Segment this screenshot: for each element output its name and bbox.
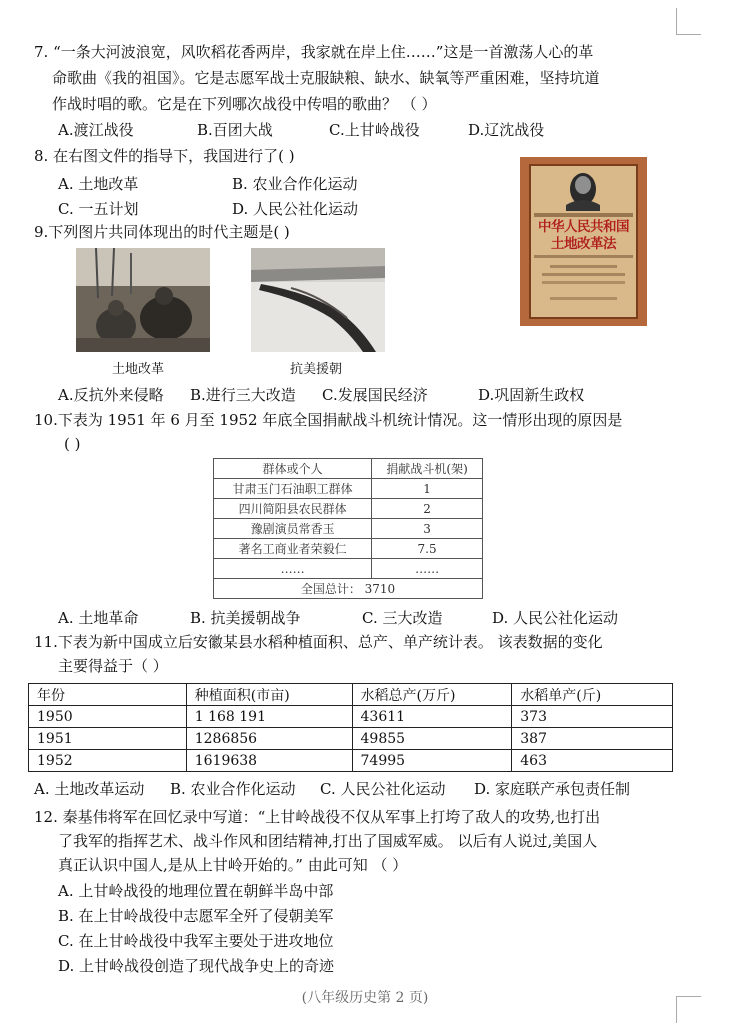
q7-option-b[interactable]: B.百团大战 xyxy=(197,121,273,139)
table-row xyxy=(29,706,673,728)
table-header-cell: 种植面积(市亩) xyxy=(186,684,352,706)
q11-stem-line1: 11.下表为新中国成立后安徽某县水稻种植面积、总产、单产统计表。 该表数据的变化 xyxy=(34,633,603,651)
table-cell: 7.5 xyxy=(372,539,483,559)
table-cell: 1619638 xyxy=(186,750,352,772)
q7-stem-line1: 7. “一条大河波浪宽，风吹稻花香两岸，我家就在岸上住……”这是一首激荡人心的革 xyxy=(34,43,594,61)
q7-option-d[interactable]: D.辽沈战役 xyxy=(468,121,545,139)
q7-option-a[interactable]: A.渡江战役 xyxy=(58,121,134,139)
table-cell: 甘肃玉门石油职工群体 xyxy=(214,479,372,499)
q10-option-c[interactable]: C. 三大改造 xyxy=(362,609,443,627)
table-header-cell: 群体或个人 xyxy=(214,459,372,479)
table-total-cell: 全国总计： 3710 xyxy=(214,579,483,599)
document-title: 中华人民共和国土地改革法 xyxy=(538,219,629,252)
table-cell: 2 xyxy=(372,499,483,519)
q11-rice-statistics-table xyxy=(28,683,673,772)
table-header-row xyxy=(29,684,673,706)
table-header-cell: 水稻单产(斤) xyxy=(512,684,673,706)
table-cell: 著名工商业者荣毅仁 xyxy=(214,539,372,559)
table-cell: 463 xyxy=(512,750,673,772)
page-footer: (八年级历史第 2 页) xyxy=(301,990,429,1006)
q11-option-c[interactable]: C. 人民公社化运动 xyxy=(320,780,446,798)
page-corner-mark-bottom xyxy=(676,996,701,1023)
q10-fighter-donation-table xyxy=(213,458,483,599)
q12-option-c[interactable]: C. 在上甘岭战役中我军主要处于进攻地位 xyxy=(58,932,334,950)
table-row xyxy=(214,479,483,499)
table-header-cell: 捐献战斗机(架) xyxy=(372,459,483,479)
table-header-cell: 水稻总产(万斤) xyxy=(352,684,512,706)
q10-stem-line1: 10.下表为 1951 年 6 月至 1952 年底全国捐献战斗机统计情况。这一情形出现的原因是 xyxy=(34,411,623,429)
table-cell: 43611 xyxy=(352,706,512,728)
table-header-cell: 年份 xyxy=(29,684,187,706)
table-row xyxy=(29,750,673,772)
q12-stem-line3: 真正认识中国人,是从上甘岭开始的。” 由此可知 （ ） xyxy=(58,856,408,874)
q12-option-d[interactable]: D. 上甘岭战役创造了现代战争史上的奇迹 xyxy=(58,957,335,975)
q9-option-a[interactable]: A.反抗外来侵略 xyxy=(58,386,164,404)
table-cell: 1951 xyxy=(29,728,187,750)
resist-us-aid-korea-photo-drawing xyxy=(251,248,385,352)
table-row xyxy=(214,519,483,539)
table-cell: 74995 xyxy=(352,750,512,772)
q8-option-c[interactable]: C. 一五计划 xyxy=(58,200,139,218)
q7-stem-line3: 作战时唱的歌。它是在下列哪次战役中传唱的歌曲？ （ ） xyxy=(52,95,437,113)
table-cell: 373 xyxy=(512,706,673,728)
q12-stem-line2: 了我军的指挥艺术、战斗作风和团结精神,打出了国威军威。 以后有人说过,美国人 xyxy=(58,832,598,850)
table-cell: 49855 xyxy=(352,728,512,750)
table-header-row xyxy=(214,459,483,479)
q12-stem-line1: 12. 秦基伟将军在回忆录中写道：“上甘岭战役不仅从军事上打垮了敌人的攻势,也打出 xyxy=(34,808,601,826)
q10-option-b[interactable]: B. 抗美援朝战争 xyxy=(190,609,301,627)
q7-stem-line2: 命歌曲《我的祖国》。它是志愿军战士克服缺粮、缺水、缺氧等严重困难，坚持坑道 xyxy=(52,69,600,87)
table-cell: 1 xyxy=(372,479,483,499)
table-cell: 1286856 xyxy=(186,728,352,750)
table-cell: 3 xyxy=(372,519,483,539)
q9-stem: 9.下列图片共同体现出的时代主题是( ) xyxy=(34,223,290,241)
q9-option-c[interactable]: C.发展国民经济 xyxy=(322,386,428,404)
table-row xyxy=(214,559,483,579)
land-reform-photo-drawing xyxy=(76,248,210,352)
q8-option-d[interactable]: D. 人民公社化运动 xyxy=(232,200,359,218)
resist-us-aid-korea-photo xyxy=(251,248,385,352)
q11-option-a[interactable]: A. 土地改革运动 xyxy=(34,780,145,798)
land-reform-photo xyxy=(76,248,210,352)
land-reform-law-document-image xyxy=(520,157,647,326)
q10-option-d[interactable]: D. 人民公社化运动 xyxy=(492,609,619,627)
table-cell: 豫剧演员常香玉 xyxy=(214,519,372,539)
table-cell: 1 168 191 xyxy=(186,706,352,728)
table-cell: 四川简阳县农民群体 xyxy=(214,499,372,519)
table-row xyxy=(29,728,673,750)
q12-option-a[interactable]: A. 上甘岭战役的地理位置在朝鲜半岛中部 xyxy=(58,882,334,900)
table-cell: 1952 xyxy=(29,750,187,772)
q9-option-b[interactable]: B.进行三大改造 xyxy=(190,386,296,404)
table-row xyxy=(214,539,483,559)
q9-caption-resist-us-aid-korea: 抗美援朝 xyxy=(290,362,343,377)
q10-option-a[interactable]: A. 土地革命 xyxy=(58,609,139,627)
table-total-row xyxy=(214,579,483,599)
page-corner-mark-top xyxy=(676,8,701,35)
q10-stem-line2: ( ) xyxy=(64,435,81,453)
q8-option-b[interactable]: B. 农业合作化运动 xyxy=(232,175,358,193)
table-cell: …… xyxy=(372,559,483,579)
q12-option-b[interactable]: B. 在上甘岭战役中志愿军全歼了侵朝美军 xyxy=(58,907,334,925)
q11-stem-line2: 主要得益于（ ） xyxy=(58,657,168,675)
table-row xyxy=(214,499,483,519)
q7-option-c[interactable]: C.上甘岭战役 xyxy=(329,121,420,139)
q8-option-a[interactable]: A. 土地改革 xyxy=(58,175,139,193)
q11-option-b[interactable]: B. 农业合作化运动 xyxy=(170,780,296,798)
q11-option-d[interactable]: D. 家庭联产承包责任制 xyxy=(474,780,631,798)
q8-stem: 8. 在右图文件的指导下，我国进行了( ) xyxy=(34,147,295,165)
table-cell: 387 xyxy=(512,728,673,750)
table-cell: 1950 xyxy=(29,706,187,728)
q9-option-d[interactable]: D.巩固新生政权 xyxy=(478,386,585,404)
table-cell: …… xyxy=(214,559,372,579)
q9-caption-land-reform: 土地改革 xyxy=(112,362,165,377)
